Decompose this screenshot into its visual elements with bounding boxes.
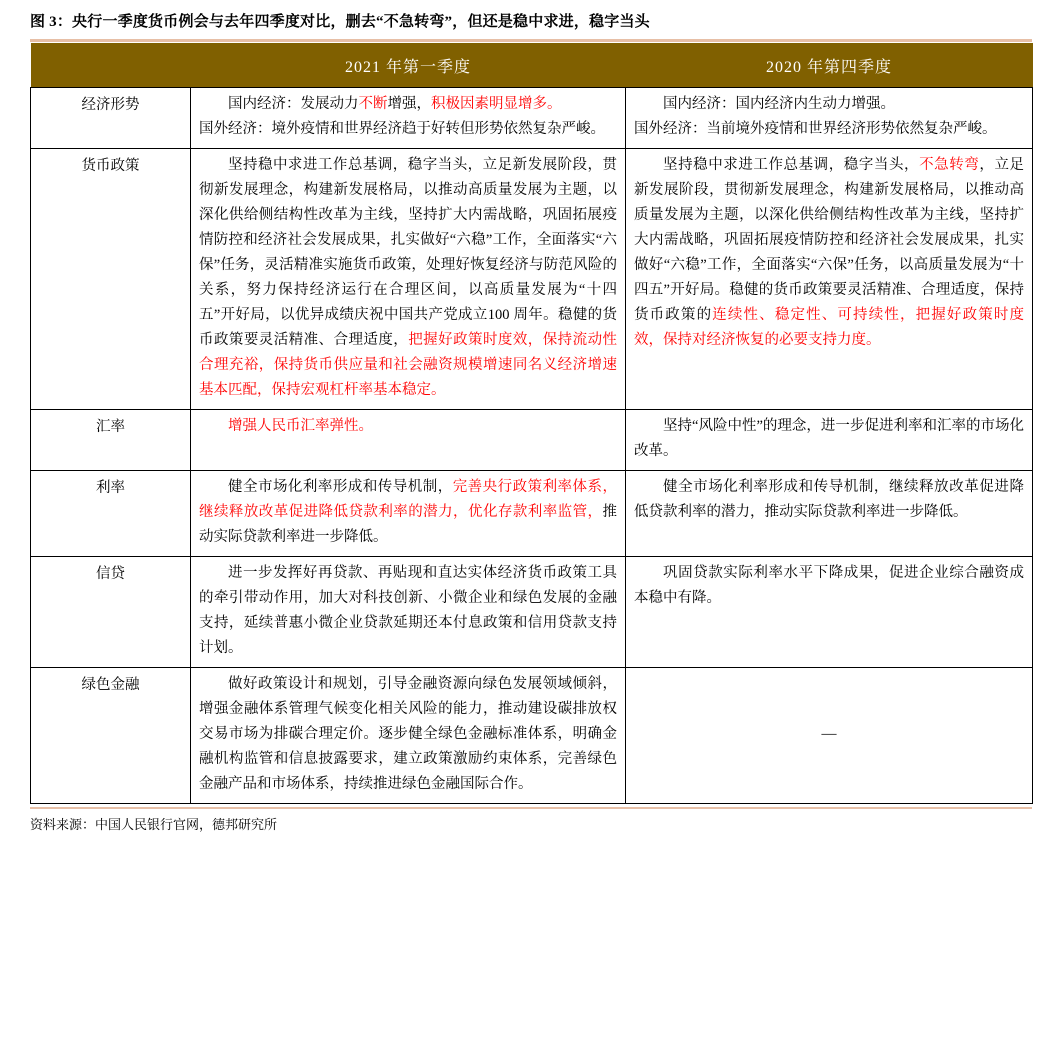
plain-text: 国内经济：国内经济内生动力增强。 [663,96,895,112]
comparison-table [30,43,1033,804]
cell-paragraph [634,92,1024,117]
header-col-2020q4: 2020 年第四季度 [626,43,1033,88]
cell-paragraph [199,672,617,797]
cell-paragraph [634,475,1024,525]
cell-2020q4 [626,88,1033,149]
table-row [31,471,1033,557]
plain-text: 进一步发挥好再贷款、再贴现和直达实体经济货币政策工具的牵引带动作用，加大对科技创新、小微企业和绿色发展的金融支持，延续普惠小微企业贷款延期还本付息政策和信用贷款支持计划。 [199,565,617,656]
row-label-cell: 货币政策 [31,149,191,410]
cell-2020q4: — [626,668,1033,804]
plain-text: 国内经济：发展动力 [228,96,359,112]
plain-text: 做好政策设计和规划，引导金融资源向绿色发展领域倾斜，增强金融体系管理气候变化相关风险的能力，推动建设碳排放权交易市场为排碳合理定价。逐步健全绿色金融标准体系，明确金融机构监管和信息披露要求，建立政策激励约束体系，完善绿色金融产品和市场体系，持续推进绿色金融国际合作。 [199,676,617,792]
plain-text: 健全市场化利率形成和传导机制，继续释放改革促进降低贷款利率的潜力，推动实际贷款利率进一步降低。 [634,479,1024,520]
cell-2020q4 [626,149,1033,410]
cell-2020q4 [626,410,1033,471]
cell-paragraph [634,561,1024,611]
table-header [31,43,1033,88]
highlighted-text: 积极因素明显增多。 [431,96,562,112]
row-label-cell: 利率 [31,471,191,557]
cell-paragraph [199,117,617,142]
highlighted-text: 不急转弯 [919,157,980,173]
cell-2021q1 [191,471,626,557]
table-row [31,557,1033,668]
highlighted-text: 增强人民币汇率弹性。 [228,418,373,434]
cell-paragraph [199,475,617,550]
highlighted-text: 完善央行政策利率体系，继续释放改革促进降低贷款利率的潜力，优化存款利率监管， [199,479,618,520]
cell-2021q1 [191,557,626,668]
table-row [31,410,1033,471]
figure-title: 图 3：央行一季度货币例会与去年四季度对比，删去“不急转弯”，但还是稳中求进，稳字当头 [30,14,650,30]
top-accent-rule [30,39,1032,42]
table-row [31,149,1033,410]
row-label-cell: 绿色金融 [31,668,191,804]
cell-2020q4 [626,471,1033,557]
highlighted-text: 不断 [358,96,388,112]
header-col-2021q1: 2021 年第一季度 [191,43,626,88]
cell-paragraph [634,414,1024,464]
highlighted-text: 连续性、稳定性、可持续性，把握好政策时度效，保持对经济恢复的必要支持力度。 [634,307,1025,348]
cell-2020q4 [626,557,1033,668]
plain-text: 推动实际贷款利率进一步降低。 [199,504,617,545]
plain-text: 增强， [387,96,431,112]
plain-text: 健全市场化利率形成和传导机制， [228,479,453,495]
cell-2021q1 [191,668,626,804]
source-note: 资料来源：中国人民银行官网，德邦研究所 [30,817,278,832]
row-label-cell: 汇率 [31,410,191,471]
table-row [31,668,1033,804]
plain-text: ，立足新发展阶段，贯彻新发展理念，构建新发展格局，以推动高质量发展为主题，以深化供给侧结构性改革为主线，坚持扩大内需战略，巩固拓展疫情防控和经济社会发展成果，扎实做好“六稳”工作，全面落实“六保”任务，以高质量发展为“十四五”开好局。稳健的货币政策要灵活精准、合理适度，保持货币政策的 [634,157,1025,323]
plain-text: 坚持“风险中性”的理念，进一步促进利率和汇率的市场化改革。 [634,418,1024,459]
table-body [31,88,1033,804]
table-row [31,88,1033,149]
table-header-row [31,43,1033,88]
cell-2021q1 [191,88,626,149]
plain-text: 巩固贷款实际利率水平下降成果，促进企业综合融资成本稳中有降。 [634,565,1024,606]
cell-paragraph [634,117,1024,142]
cell-paragraph [199,92,617,117]
cell-paragraph [199,153,617,403]
highlighted-text: 把握好政策时度效，保持流动性合理充裕，保持货币供应量和社会融资规模增速同名义经济增速基本匹配，保持宏观杠杆率基本稳定。 [199,332,618,398]
plain-text: 坚持稳中求进工作总基调，稳字当头， [663,157,920,173]
cell-paragraph [634,153,1024,353]
cell-paragraph [199,561,617,661]
row-label-cell: 信贷 [31,557,191,668]
plain-text: 坚持稳中求进工作总基调，稳字当头，立足新发展阶段，贯彻新发展理念，构建新发展格局，以推动高质量发展为主题，以深化供给侧结构性改革为主线，坚持扩大内需战略，巩固拓展疫情防控和经济社会发展成果，扎实做好“六稳”工作，全面落实“六保”任务，灵活精准实施货币政策，处理好恢复经济与防范风险的关系，努力保持经济运行在合理区间，以高质量发展为“十四五”开好局，以优异成绩庆祝中国共产党成立100 周年。稳健的货币政策要灵活精准、合理适度， [199,157,617,348]
plain-text: 国外经济：当前境外疫情和世界经济形势依然复杂严峻。 [634,121,997,137]
cell-2021q1 [191,149,626,410]
cell-paragraph [199,414,617,439]
row-label-cell: 经济形势 [31,88,191,149]
plain-text: 国外经济：境外疫情和世界经济趋于好转但形势依然复杂严峻。 [199,121,605,137]
header-corner-cell [31,43,191,88]
cell-2021q1 [191,410,626,471]
